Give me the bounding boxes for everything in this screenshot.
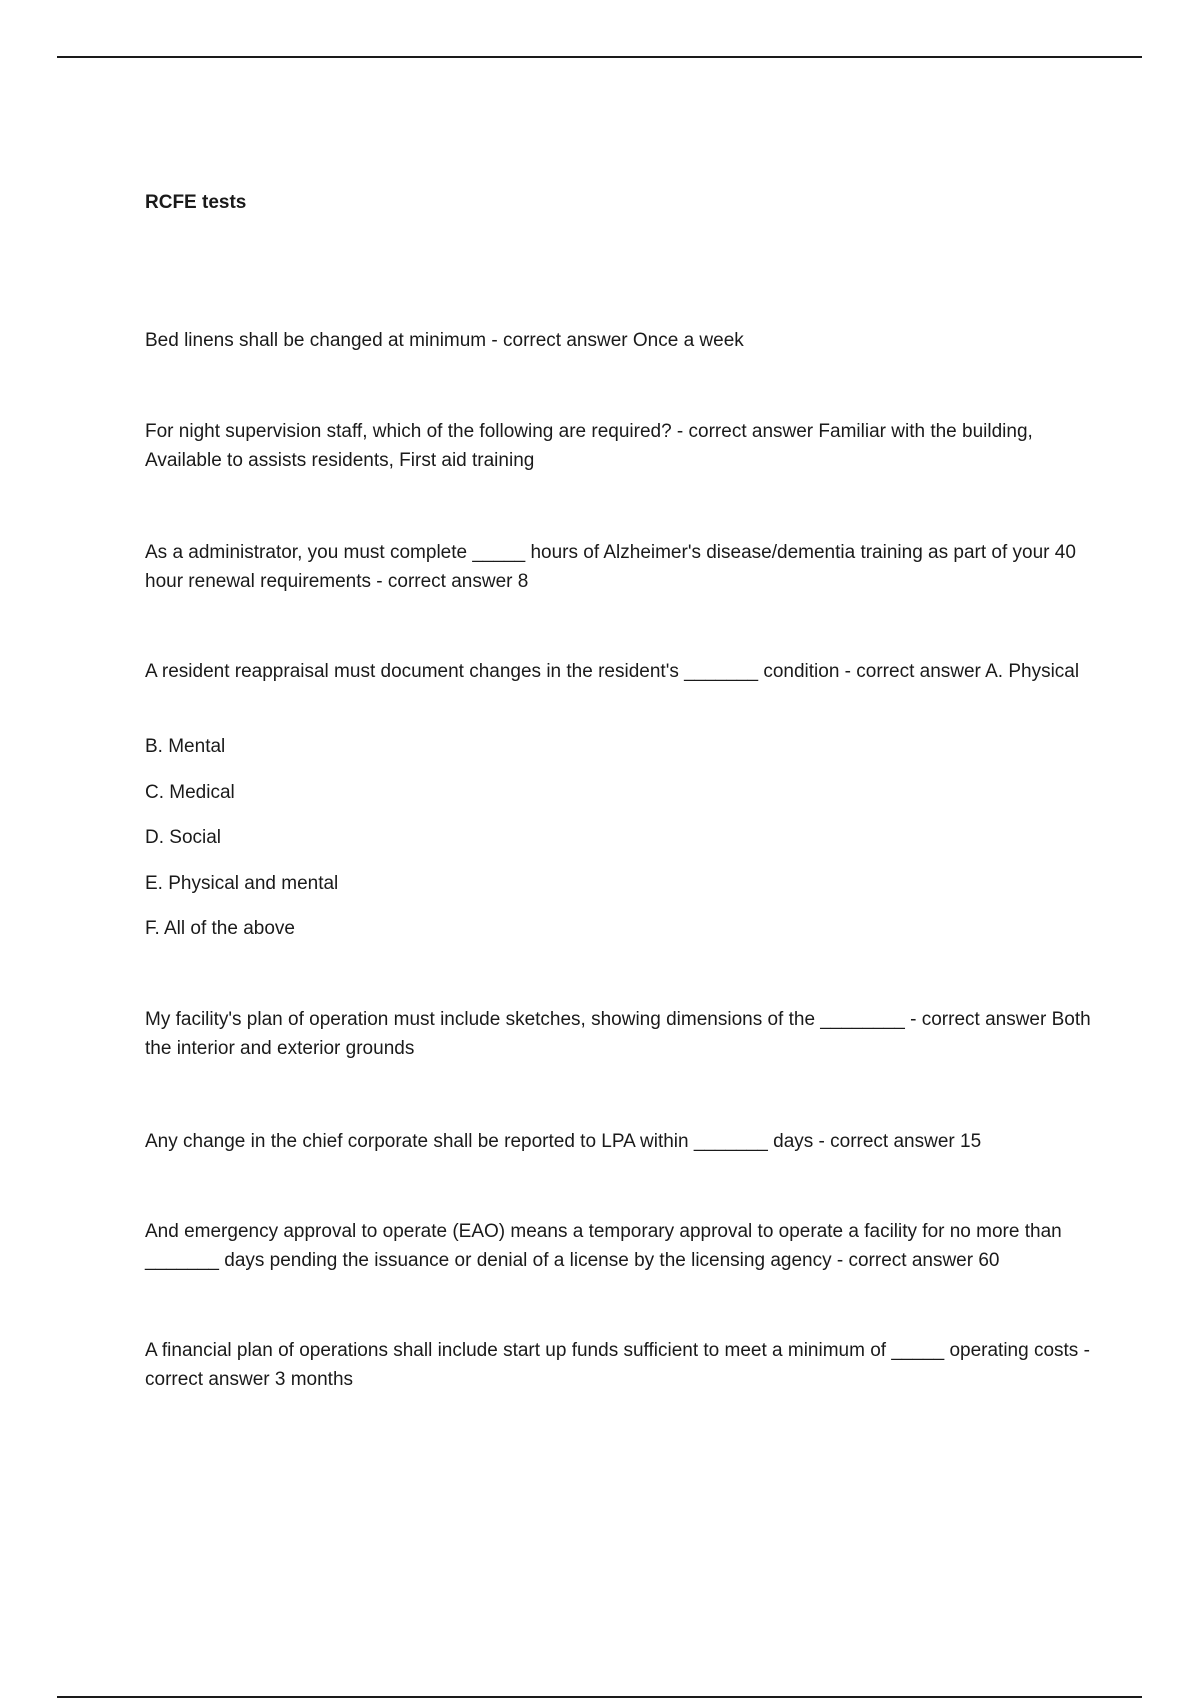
top-rule xyxy=(57,56,1142,58)
question-answer-6: Any change in the chief corporate shall be reported to LPA within _______ days - correct answer 15 xyxy=(145,1131,982,1152)
question-answer-5: My facility's plan of operation must include sketches, showing dimensions of the ________ - correct answer Both the interior and exterior grounds xyxy=(145,1009,1091,1059)
question-answer-2: For night supervision staff, which of the following are required? - correct answer Familiar with the building, Available to assists residents, First aid training xyxy=(145,421,1033,471)
bottom-rule xyxy=(57,1696,1142,1698)
document-title: RCFE tests xyxy=(145,192,247,213)
question-answer-7: And emergency approval to operate (EAO) means a temporary approval to operate a facility for no more than _______ days pending the issuance or denial of a license by the licensing agency - correct answer 60 xyxy=(145,1221,1062,1271)
answer-option-b: B. Mental xyxy=(145,736,226,757)
question-answer-4: A resident reappraisal must document changes in the resident's _______ condition - correct answer A. Physical xyxy=(145,661,1080,682)
answer-option-d: D. Social xyxy=(145,827,222,848)
answer-option-f: F. All of the above xyxy=(145,918,295,939)
answer-option-e: E. Physical and mental xyxy=(145,873,339,894)
question-answer-8: A financial plan of operations shall include start up funds sufficient to meet a minimum of _____ operating costs - correct answer 3 months xyxy=(145,1340,1090,1390)
question-answer-3: As a administrator, you must complete _____ hours of Alzheimer's disease/dementia training as part of your 40 hour renewal requirements - correct answer 8 xyxy=(145,542,1076,592)
question-answer-1: Bed linens shall be changed at minimum - correct answer Once a week xyxy=(145,330,744,351)
answer-option-c: C. Medical xyxy=(145,782,235,803)
